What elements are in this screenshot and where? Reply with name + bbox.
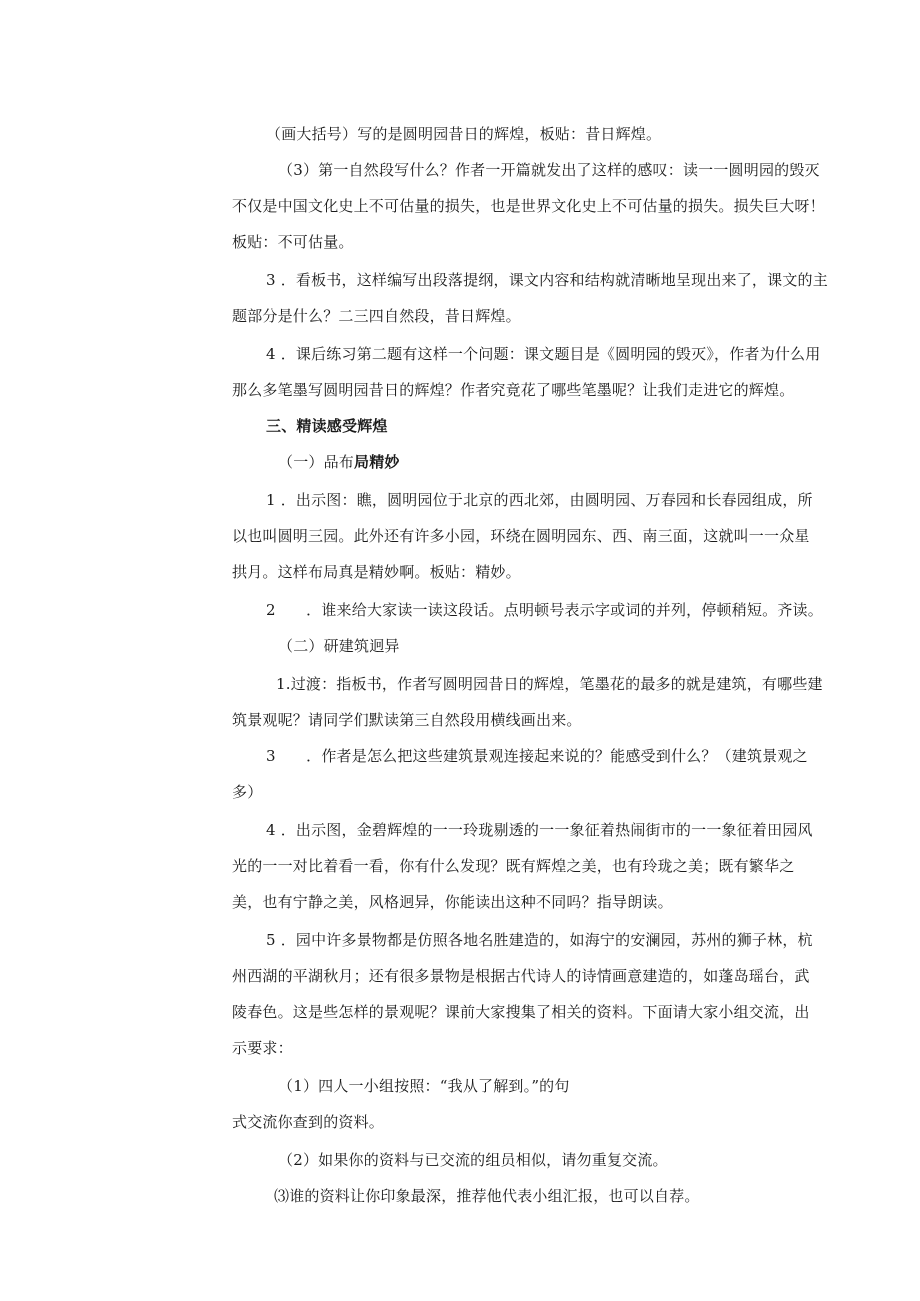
text-line: 1 ．出示图：瞧，圆明园位于北京的西北郊，由圆明园、万春园和长春园组成，所 (266, 491, 813, 509)
text-line: 美，也有宁静之美，风格迥异，你能读出这种不同吗？指导朗读。 (232, 893, 673, 911)
text-line: 3 ．作者是怎么把这些建筑景观连接起来说的？能感受到什么？（建筑景观之 (266, 747, 808, 765)
text-line: 陵春色。这是些怎样的景观呢？课前大家搜集了相关的资料。下面请大家小组交流，出 (232, 1003, 810, 1021)
text-line: 以也叫圆明三园。此外还有许多小园，环绕在圆明园东、西、南三面，这就叫一一众星 (232, 527, 810, 545)
subsection-heading (278, 452, 400, 472)
subsection-heading-start: （一）品布 (278, 453, 355, 471)
subsection-heading-bold: 局精妙 (354, 453, 400, 471)
text-line: 板贴：不可估量。 (232, 233, 354, 251)
subsection-heading: （二）研建筑迥异 (278, 637, 400, 655)
text-line: 1.过渡：指板书，作者写圆明园昔日的辉煌，笔墨花的最多的就是建筑，有哪些建 (276, 675, 823, 693)
text-line: 拱月。这样布局真是精妙啊。板贴：精妙。 (232, 563, 521, 581)
text-line: 不仅是中国文化史上不可估量的损失，也是世界文化史上不可估量的损失。损失巨大呀！ (232, 197, 825, 215)
text-line: （1）四人一小组按照：“我从了解到。”的句 (278, 1077, 570, 1095)
text-line: 2 ．谁来给大家读一读这段话。点明顿号表示字或词的并列，停顿稍短。齐读。 (266, 601, 823, 619)
text-line: 州西湖的平湖秋月；还有很多景物是根据古代诗人的诗情画意建造的，如蓬岛瑶台，武 (232, 967, 810, 985)
text-line: 示要求： (232, 1039, 293, 1057)
text-line: （2）如果你的资料与已交流的组员相似，请勿重复交流。 (278, 1151, 668, 1169)
text-line: （3）第一自然段写什么？作者一开篇就发出了这样的感叹：读一一圆明园的毁灭 (278, 161, 820, 179)
text-line: 4 ．课后练习第二题有这样一个问题：课文题目是《圆明园的毁灭》，作者为什么用 (266, 345, 821, 363)
text-line: 式交流你查到的资料。 (232, 1113, 385, 1131)
section-heading: 三、精读感受辉煌 (266, 417, 388, 435)
text-line: 多） (232, 783, 263, 801)
text-line: ⑶谁的资料让你印象最深，推荐他代表小组汇报，也可以自荐。 (274, 1187, 700, 1205)
text-line: 5 ．园中许多景物都是仿照各地名胜建造的，如海宁的安澜园，苏州的狮子林，杭 (266, 931, 813, 949)
text-line: 那么多笔墨写圆明园昔日的辉煌？作者究竟花了哪些笔墨呢？让我们走进它的辉煌。 (232, 381, 795, 399)
text-line: 题部分是什么？二三四自然段，昔日辉煌。 (232, 307, 521, 325)
text-line: 筑景观呢？请同学们默读第三自然段用横线画出来。 (232, 711, 582, 729)
text-line: 光的一一对比着看一看，你有什么发现？既有辉煌之美，也有玲珑之美；既有繁华之 (232, 857, 795, 875)
text-line: 3 ．看板书，这样编写出段落提纲，课文内容和结构就清晰地呈现出来了，课文的主 (266, 271, 828, 289)
text-line: 4 ．出示图，金碧辉煌的一一玲珑剔透的一一象征着热闹街市的一一象征着田园风 (266, 821, 813, 839)
text-line: （画大括号）写的是圆明园昔日的辉煌，板贴：昔日辉煌。 (266, 125, 662, 143)
